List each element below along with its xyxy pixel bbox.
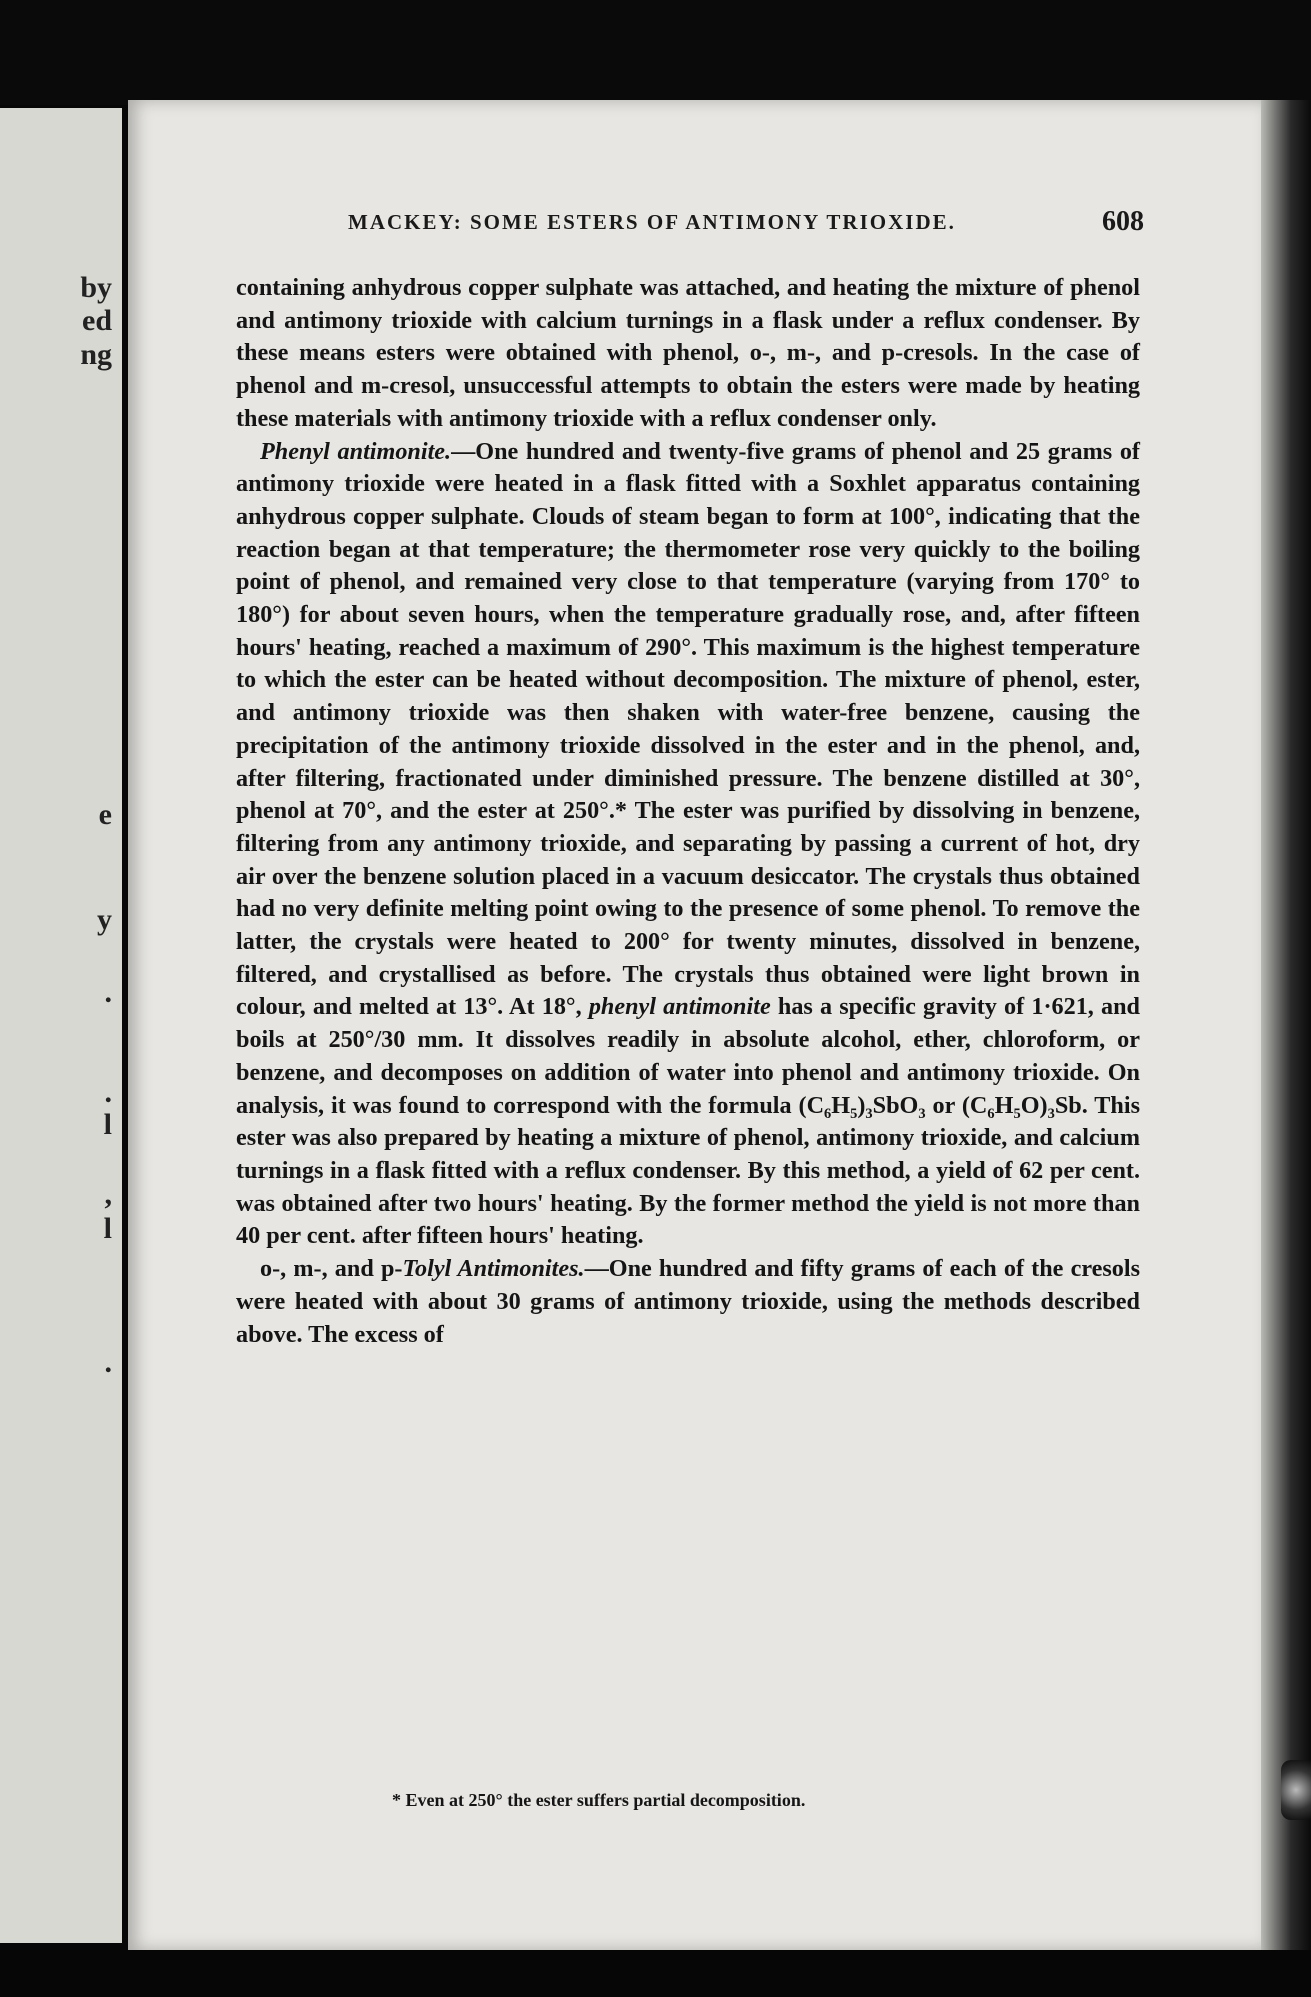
- prev-page-fragment: ed: [82, 304, 112, 337]
- section-heading-phenyl-antimonite: Phenyl antimonite.: [260, 437, 452, 465]
- prev-page-fragment: ,: [104, 1178, 112, 1211]
- prev-page-fragment: e: [98, 798, 112, 831]
- footnote: * Even at 250° the ester suffers partial decomposition.: [392, 1790, 806, 1810]
- running-head: MACKEY: SOME ESTERS OF ANTIMONY TRIOXIDE.: [348, 210, 956, 234]
- prev-page-fragment: by: [80, 271, 112, 304]
- prev-page-fragment: l: [103, 1108, 112, 1141]
- section-heading-tolyl-antimonites: Tolyl Antimonites.: [402, 1255, 585, 1283]
- prev-page-fragment: ng: [80, 338, 112, 371]
- paragraph-text: —One hundred and fifty grams of each of the cresols were heated with about 30 grams of antimony trioxide, using the methods described above. The excess of: [236, 1255, 1140, 1348]
- previous-page-edge: [0, 108, 122, 1943]
- paragraph-text: —One hundred and twenty-five grams of phenol and 25 grams of antimony trioxide were heated in a flask fitted with a Soxhlet apparatus containing anhydrous copper sulphate. Clouds of steam began to form at 100°, indicating that the reaction began at that temperature; the thermometer rose very quickly to the boiling point of phenol, and remained very close to that temperature (varying from 170° to 180°) for about seven hours, when the temperature gradually rose, and, after fifteen hours' heating, reached a maximum of 290°. This maximum is the highest temperature to which the ester can be heated without decomposition. The mixture of phenol, ester, and antimony trioxide was then shaken with water-free benzene, causing the precipitation of the antimony trioxide dissolved in the ester and in the phenol, and, after filtering, fractionated under diminished pressure. The benzene distilled at 30°, phenol at 70°, and the ester at 250°.* The ester was purified by dissolving in benzene, filtering from any antimony trioxide, and separating by passing a current of hot, dry air over the benzene solution placed in a vacuum desiccator. The crystals thus obtained had no very definite melting point owing to the presence of some phenol. To remove the latter, the crystals were heated to 200° for twenty minutes, dissolved in benzene, filtered, and crystallised as before. The crystals thus obtained were light brown in colour, and melted at 13°. At 18°,: [236, 437, 1140, 1021]
- inline-italic-term: phenyl antimonite: [588, 993, 771, 1021]
- paragraph-continuation: containing anhydrous copper sulphate was attached, and heating the mixture of phenol and antimony trioxide with calcium turnings in a flask under a reflux condenser. By these means esters were obtained with phenol, o-, m-, and p-cresols. In the case of phenol and m-cresol, unsuccessful attempts to obtain the esters were made by heating these materials with antimony trioxide with a reflux condenser only.: [236, 274, 1140, 432]
- body-text: [236, 272, 1140, 1351]
- paragraph-text: has a specific gravity of 1·621, and boils at 250°/30 mm. It dissolves readily in absolute alcohol, ether, chloroform, or benzene, and decomposes on addition of water into phenol and antimony trioxide. On analysis, it was found to correspond with the formula (C₆H₅)₃SbO₃ or (C₆H₅O)₃Sb. This ester was also prepared by heating a mixture of phenol, antimony trioxide, and calcium turnings in a flask fitted with a reflux condenser. By this method, a yield of 62 per cent. was obtained after two hours' heating. By the former method the yield is not more than 40 per cent. after fifteen hours' heating.: [236, 993, 1141, 1250]
- prev-page-fragment: y: [97, 903, 112, 936]
- prev-page-fragment: .: [104, 1346, 112, 1379]
- page-edge-shadow: [1261, 100, 1311, 1950]
- paragraph-tolyl-antimonites: [236, 1253, 1140, 1351]
- page-header: [228, 206, 1148, 246]
- scan-smudge: [1281, 1760, 1311, 1820]
- scan-background-top: [0, 0, 1311, 105]
- prev-page-fragment: .: [104, 976, 112, 1009]
- section-heading-prefix: o-, m-, and p-: [260, 1255, 403, 1283]
- scan-background-bottom: [0, 1950, 1311, 1997]
- prev-page-fragment: l: [103, 1212, 112, 1245]
- page-number: 608: [1102, 206, 1144, 237]
- prev-page-fragment: .: [104, 1076, 112, 1109]
- paragraph-phenyl-antimonite: [236, 436, 1140, 1254]
